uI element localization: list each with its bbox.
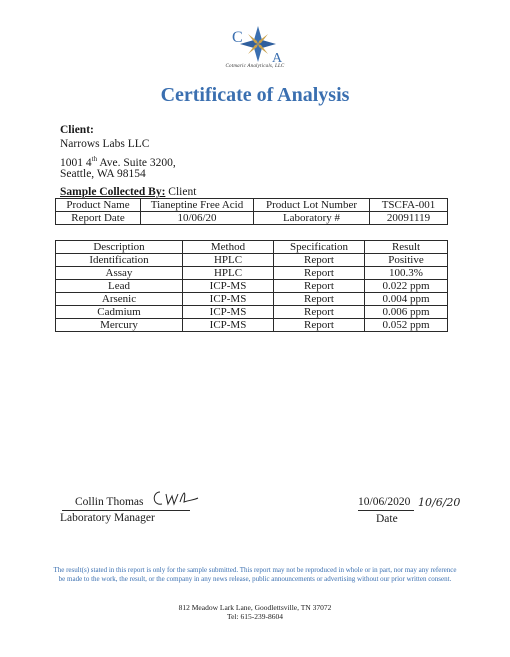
footer-address — [0, 603, 510, 621]
product-info-table — [55, 198, 448, 225]
client-city: Seattle, WA 98154 — [60, 168, 146, 180]
client-address: 1001 4th Ave. Suite 3200, — [60, 155, 176, 169]
table-row: Identification HPLC Report Positive — [56, 254, 448, 267]
table-row: Assay HPLC Report 100.3% — [56, 267, 448, 280]
handwritten-date: 10/6/20 — [418, 496, 461, 509]
svg-text:A: A — [272, 51, 283, 66]
date-label: Date — [376, 513, 398, 525]
signature-line — [62, 510, 190, 511]
table-row: Report Date 10/06/20 Laboratory # 20091119 — [56, 212, 448, 225]
sample-collected-by: Sample Collected By: Client — [60, 186, 197, 198]
footer-phone: Tel: 615-239-8604 — [227, 612, 283, 621]
table-row: Product Name Tianeptine Free Acid Product Lot Number TSCFA-001 — [56, 199, 448, 212]
results-table — [55, 240, 448, 332]
table-row: Lead ICP-MS Report 0.022 ppm — [56, 280, 448, 293]
disclaimer-text: The result(s) stated in this report is only for the sample submitted. This report may not be reproduced in whole or in part, nor may any reference be made to the work, the result, or the company in any news release, public announcements or advertising without our prior written consent. — [53, 566, 457, 583]
signature-mark — [150, 484, 200, 510]
table-row: Arsenic ICP-MS Report 0.004 ppm — [56, 293, 448, 306]
date-value: 10/06/2020 — [358, 496, 411, 508]
footer-street: 812 Meadow Lark Lane, Goodlettsville, TN 37072 — [178, 603, 332, 612]
document-title: Certificate of Analysis — [160, 84, 350, 106]
table-row: Mercury ICP-MS Report 0.052 ppm — [56, 319, 448, 332]
date-line — [358, 510, 414, 511]
table-header-row: Description Method Specification Result — [56, 241, 448, 254]
client-label: Client: — [60, 124, 94, 136]
client-name: Narrows Labs LLC — [60, 138, 150, 150]
svg-text:C: C — [232, 29, 243, 46]
signatory-title: Laboratory Manager — [60, 512, 155, 524]
company-name: Cotmaric Analyticals, LLC — [225, 64, 285, 69]
table-row: Cadmium ICP-MS Report 0.006 ppm — [56, 306, 448, 319]
signatory-name: Collin Thomas — [75, 496, 144, 508]
